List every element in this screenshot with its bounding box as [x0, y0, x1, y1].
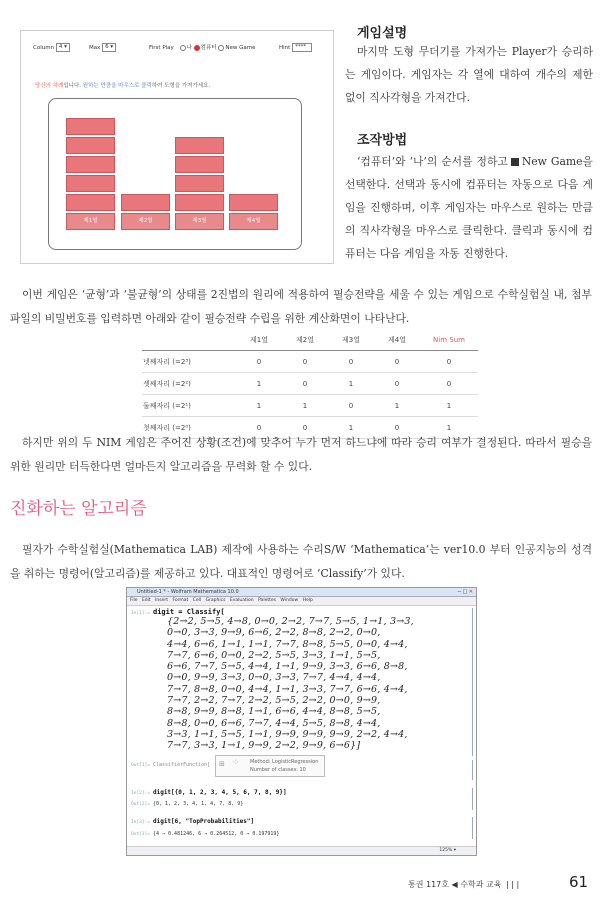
table-cell: 0 [328, 395, 374, 417]
table-cell: 1 [328, 373, 374, 395]
instr-rest: 하여 도형을 가져가세요. [151, 83, 211, 89]
hint-field[interactable]: **** [292, 43, 312, 52]
instr-click: 원하는 만큼을 마우스로 클릭 [82, 83, 152, 89]
tile[interactable] [229, 194, 278, 211]
table-cell: 0 [282, 417, 328, 439]
column-1-label[interactable]: 제1열 [66, 213, 115, 230]
radio-new-game-label: New Game [225, 45, 256, 51]
triangle-icon: ◀ [451, 880, 458, 889]
table-cell: 0 [282, 373, 328, 395]
radio-computer-label: 컴퓨터 [200, 45, 217, 51]
maximize-icon[interactable]: □ [462, 589, 468, 595]
table-cell: 0 [374, 351, 420, 373]
column-2-label[interactable]: 제2열 [121, 213, 170, 230]
instr-turn: 당신의 차례 [35, 83, 64, 89]
tile[interactable] [66, 194, 115, 211]
nim-game-screenshot [20, 30, 334, 264]
network-icon: ⁘ [232, 758, 240, 768]
input-cell-1[interactable] [131, 608, 225, 616]
minimize-icon[interactable]: ─ [457, 589, 461, 595]
table-cell: 0 [374, 373, 420, 395]
digit-command: digit[{0, 1, 2, 3, 4, 5, 6, 7, 8, 9}] [152, 789, 287, 796]
tile[interactable] [175, 175, 224, 192]
cell-bracket[interactable] [470, 608, 473, 756]
cell-bracket[interactable] [470, 788, 473, 810]
output-cell-2[interactable] [131, 801, 243, 807]
game-description: 마지막 도형 무더기를 가져가는 Player가 승리하는 게임이다. 게임자는 각 열에 대하여 개수의 제한 없이 직사각형을 가져간다. [345, 45, 593, 104]
hw-line: 4→4, 6→6, 1→1, 1→1, 7→7, 8→8, 5→5, 0→0, 4→4, [167, 638, 408, 650]
in-label: In[1]:= [131, 611, 150, 616]
row-label: 셋째자리 (=2²) [142, 373, 236, 395]
paragraph-intro: 이번 게임은 ‘균형’과 ‘불균형’의 상태를 2진법의 원리에 적용하여 필승전략을 세울 수 있는 게임으로 수학실험실 내, 첨부파일의 비밀번호를 입력하면 아래와 같이 필승전략 수립을 위한 계산화면이 나타난다. [10, 288, 592, 325]
game-instruction [35, 81, 210, 89]
hw-line: 0→0, 3→3, 9→9, 6→6, 2→2, 8→8, 2→2, 0→0, [167, 627, 381, 639]
radio-me-label: 나 [186, 45, 192, 51]
hw-line: 6→6, 7→7, 5→5, 4→4, 1→1, 9→9, 3→3, 6→6, 8→8, [167, 661, 408, 673]
window-titlebar[interactable] [127, 588, 476, 597]
tile[interactable] [175, 194, 224, 211]
hint-label: Hint [279, 45, 291, 51]
tile[interactable] [66, 118, 115, 135]
op-part-a: ‘컴퓨터’와 ‘나’의 순서를 정하고 [357, 155, 508, 168]
hw-line: 8→8, 0→0, 6→6, 7→7, 4→4, 5→5, 8→8, 4→4, [167, 717, 381, 729]
row-label: 넷째자리 (=2³) [142, 351, 236, 373]
table-header-nim-sum: Nim Sum [420, 329, 478, 351]
paragraph-mathematica: 필자가 수학실험실(Mathematica LAB) 제작에 사용하는 수리S/W ‘Mathematica’는 ver10.0 부터 인공지능의 성격을 취하는 명령어(알고리즘)를 제공하고 있다. 대표적인 명령어로 ‘Classify’가 있다. [10, 543, 592, 580]
digit-result: {0, 1, 2, 3, 4, 1, 4, 7, 8, 9} [152, 801, 244, 807]
hw-line: 7→7, 6→6, 0→0, 2→2, 5→5, 3→3, 1→1, 5→5, [167, 649, 381, 661]
close-icon[interactable]: ✕ [468, 589, 473, 595]
table-cell: 0 [236, 351, 282, 373]
tile[interactable] [175, 137, 224, 154]
tile[interactable] [66, 175, 115, 192]
table-row [142, 373, 478, 395]
method-label: Method: LogisticRegression [250, 759, 319, 765]
row-label: 둘째자리 (=2¹) [142, 395, 236, 417]
table-header: 제2열 [282, 329, 328, 351]
table-cell: 1 [420, 417, 478, 439]
hw-line: 3→3, 1→1, 5→5, 1→1, 9→9, 9→9, 9→9, 2→2, 4→4, [167, 728, 408, 740]
column-label: Column [33, 45, 55, 51]
hint-control [279, 43, 312, 52]
issue-number: 통권 117호 [408, 880, 449, 889]
hw-line: 7→7, 3→3, 1→1, 9→9, 2→2, 9→9, 6→6}] [167, 740, 361, 752]
classes-label: Number of classes: 10 [250, 767, 306, 773]
table-cell: 0 [328, 351, 374, 373]
table-cell: 0 [374, 417, 420, 439]
probabilities-result: {4 → 0.481246, 6 → 0.264512, 0 → 0.197919} [152, 831, 280, 837]
handwritten-digit-list [167, 616, 467, 752]
table-cell: 1 [374, 395, 420, 417]
square-bullet-icon [511, 158, 519, 166]
window-title: Untitled-1 * - Wolfram Mathematica 10.0 [137, 589, 239, 595]
table-cell: 1 [328, 417, 374, 439]
column-control [33, 43, 70, 52]
tile[interactable] [175, 156, 224, 173]
table-cell: 1 [236, 373, 282, 395]
radio-computer[interactable] [194, 45, 200, 51]
classify-command: digit = Classify[ [152, 608, 225, 616]
tile[interactable] [121, 194, 170, 211]
column-select[interactable]: 4 ▾ [56, 43, 70, 52]
journal-name: 수학과 교육 [460, 880, 502, 889]
max-label: Max [89, 45, 101, 51]
menu-bar[interactable]: File Edit Insert Format Cell Graphics Evaluation Palettes Window Help [127, 597, 476, 606]
heading-controls: 조작방법 [357, 133, 408, 148]
input-cell-3[interactable] [131, 818, 254, 825]
hw-line: 0→0, 9→9, 3→3, 0→0, 3→3, 7→7, 4→4, 4→4, [167, 672, 381, 684]
out-label: Out[3]= [131, 832, 150, 837]
radio-new-game[interactable] [218, 45, 224, 51]
game-board [48, 98, 302, 250]
hw-line: 7→7, 8→8, 0→0, 4→4, 1→1, 3→3, 7→7, 6→6, 4→4, [167, 683, 408, 695]
table-cell: 0 [420, 373, 478, 395]
cell-bracket[interactable] [470, 760, 473, 780]
in-label: In[2]:= [131, 791, 150, 796]
output-cell-1[interactable] [131, 762, 210, 768]
paragraph-nim-principle: 하지만 위의 두 NIM 게임은 주어진 상황(조건)에 맞추어 누가 먼저 하느냐에 따라 승리 여부가 결정된다. 따라서 필승을 위한 원리만 터득한다면 얼마든지 알고리즘을 무력화 할 수 있다. [10, 436, 592, 473]
mathematica-window [126, 587, 477, 856]
top-probabilities-command: digit[6, "TopProbabilities"] [152, 818, 255, 825]
op-part-b: New Game을 선택한다. 선택과 동시에 컴퓨터는 자동으로 다음 게임을 진행하며, 이후 게임자는 마우스로 원하는 만큼의 직사각형을 마우스로 클릭한다. 클릭과 동시에 컴퓨터는 다음 게임을 자동 진행한다. [345, 155, 593, 260]
max-select[interactable]: 6 ▾ [102, 43, 116, 52]
first-play-control [149, 43, 255, 51]
table-cell: 0 [236, 417, 282, 439]
row-label: 첫째자리 (=2⁰) [142, 417, 236, 439]
output-cell-3[interactable] [131, 831, 279, 837]
radio-me[interactable] [180, 45, 186, 51]
column-4-label[interactable]: 제4열 [229, 213, 278, 230]
in-label: In[3]:= [131, 820, 150, 825]
nim-sum-table [142, 329, 478, 439]
page-number: 61 [569, 873, 589, 891]
table-cell: 1 [282, 395, 328, 417]
table-header: 제3열 [328, 329, 374, 351]
first-play-label: First Play [149, 45, 174, 51]
table-cell: 0 [282, 351, 328, 373]
divider-bars: | | | [505, 880, 520, 889]
table-corner [142, 329, 236, 351]
controls-description [345, 150, 593, 265]
hw-line: 7→7, 2→2, 7→7, 2→2, 5→5, 2→2, 0→0, 9→9, [167, 695, 381, 707]
table-header: 제1열 [236, 329, 282, 351]
tile[interactable] [66, 137, 115, 154]
out-label: Out[1]= [131, 763, 150, 768]
classifier-summary-box[interactable] [215, 755, 325, 777]
section-title: 진화하는 알고리즘 [10, 499, 147, 519]
classifier-function-head: ClassifierFunction[ [152, 762, 211, 768]
max-control [89, 43, 116, 52]
hw-line: 8→8, 9→9, 8→8, 1→1, 6→6, 4→4, 8→8, 5→5, [167, 706, 381, 718]
instr-is: 입니다. [63, 83, 83, 89]
column-3-label[interactable]: 제3열 [175, 213, 224, 230]
table-cell: 1 [420, 395, 478, 417]
table-cell: 1 [236, 395, 282, 417]
heading-game-description: 게임설명 [357, 26, 408, 41]
window-controls [458, 588, 473, 596]
plus-icon[interactable]: ⊞ [219, 760, 225, 768]
tile[interactable] [66, 156, 115, 173]
out-label: Out[2]= [131, 802, 150, 807]
table-row [142, 395, 478, 417]
hw-line: {2→2, 5→5, 4→8, 0→0, 2→2, 7→7, 5→5, 1→1, 3→3, [167, 616, 414, 627]
input-cell-2[interactable] [131, 789, 287, 796]
status-bar: 125% ▾ [127, 846, 476, 855]
footer [408, 879, 521, 890]
table-header: 제4열 [374, 329, 420, 351]
cell-bracket[interactable] [470, 817, 473, 839]
table-row [142, 351, 478, 373]
table-cell: 0 [420, 351, 478, 373]
zoom-level[interactable]: 125% [439, 848, 453, 853]
